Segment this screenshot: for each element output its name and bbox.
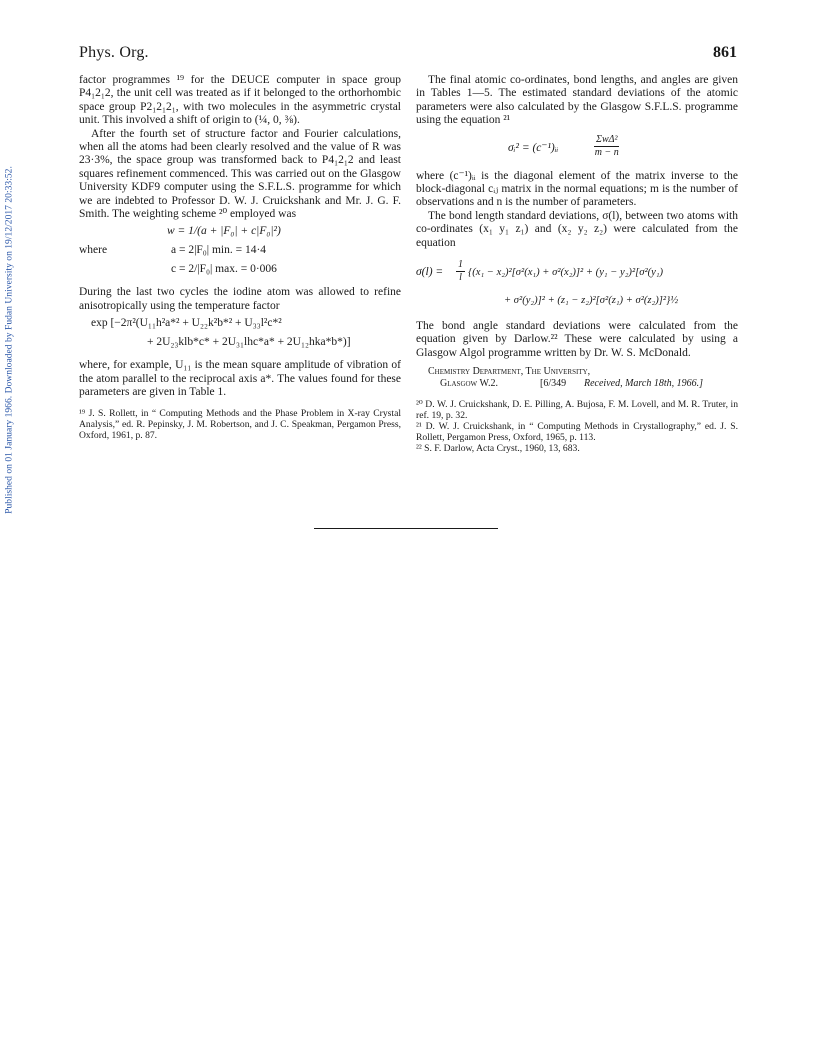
affiliation-line: Chemistry Department, The University, [428, 366, 591, 378]
fraction-denominator: m − n [594, 146, 619, 158]
received-date: Received, March 18th, 1966.] [584, 378, 704, 390]
bond-length-equation-line-1 [416, 256, 738, 290]
paragraph: where, for example, U₁₁ is the mean square amplitude of vibration of the atom parallel to the reciprocal axis a*. The values found for these parameters are given in Table 1. [79, 359, 401, 399]
equation-text: σ(l) = [416, 266, 444, 279]
equation-fraction [594, 134, 619, 159]
running-head: Phys. Org. [79, 44, 149, 61]
temperature-factor-equation-line-2 [79, 336, 401, 355]
equation-text: + 2U₂₃klb*c* + 2U₃₁lhc*a* + 2U₁₂hka*b*)] [147, 336, 351, 349]
affiliation-block [416, 366, 738, 391]
equation-text: σᵢ² = (c⁻¹)ᵢᵢ [508, 141, 559, 154]
paragraph: factor programmes ¹⁹ for the DEUCE computer in space group P4₁2₁2, the unit cell was treated as if it belonged to the orthorhombic space group P2₁2₁2₁, with two molecules in the asymmetric crystal unit. This involved a shift of origin to (¼, 0, ⅜). [79, 74, 401, 127]
left-column [79, 74, 401, 441]
footnote: ²² S. F. Darlow, Acta Cryst., 1960, 13, 683. [416, 443, 580, 455]
equation-text: w = 1/(a + |F₀| + c|F₀|²) [167, 225, 281, 238]
download-watermark [2, 40, 16, 640]
footnote: ²¹ D. W. J. Cruickshank, in “ Computing Methods in Crystallography,” ed. J. S. Rollett, Pergamon Press, Oxford, 1965, p. 113. [416, 421, 738, 444]
fraction-numerator: 1 [458, 259, 463, 271]
page-number: 861 [713, 44, 737, 61]
paragraph: After the fourth set of structure factor and Fourier calculations, when all the atoms had been clearly resolved and the value of R was 23·3%, the space group was transformed back to P4₁2₁2 and least squares refinement commenced. This was carried out on the Glasgow University KDF9 computer using the S.F.L.S. programme for which we are indebted to Professor D. W. J. Cruickshank and Mr. J. G. F. Smith. The weighting scheme ²⁰ employed was [79, 127, 401, 221]
paragraph: The bond angle standard deviations were calculated from the equation given by Darlow.²² These were calculated by using a Glasgow Algol programme written by Dr. W. S. McDonald. [416, 320, 738, 359]
bond-length-equation-line-2 [416, 290, 738, 320]
fraction-numerator: ΣwΔ² [596, 133, 618, 145]
footnotes [416, 399, 738, 454]
equation-text: exp [−2π²(U₁₁h²a*² + U₂₂k²b*² + U₃₃l²c*² [91, 317, 282, 330]
received-line [416, 378, 738, 391]
fraction-denominator: l [459, 272, 462, 284]
affiliation-city: Glasgow W.2. [440, 378, 499, 390]
temperature-factor-equation-line-1 [79, 317, 401, 336]
download-watermark-text: Published on 01 January 1966. Downloaded by Fudan University on 19/12/2017 20:33:52. [3, 166, 15, 514]
paragraph: where (c⁻¹)ᵢᵢ is the diagonal element of the matrix inverse to the block-diagonal cᵢⱼ matrix in the normal equations; m is the number of observations and n is the number of parameters. [416, 169, 738, 209]
equation-text: + σ²(y₂)]² + (z₁ − z₂)²[σ²(z₁) + σ²(z₂)]²}½ [504, 295, 679, 307]
footnote: ²⁰ D. W. J. Cruickshank, D. E. Pilling, A. Bujosa, F. M. Lovell, and M. R. Truter, in ref. 19, p. 32. [416, 399, 738, 422]
paragraph: During the last two cycles the iodine atom was allowed to refine anisotropically using the temperature factor [79, 286, 401, 312]
parameter-c-equation [79, 263, 401, 282]
end-of-article-rule [314, 528, 498, 529]
weighting-equation [79, 225, 401, 244]
sigma-equation [416, 132, 738, 166]
equation-text: {(x₁ − x₂)²[σ²(x₁) + σ²(x₂)]² + (y₁ − y₂)²[σ²(y₁) [468, 267, 664, 279]
equation-fraction [456, 259, 465, 284]
right-column [416, 74, 738, 454]
manuscript-reference: [6/349 [540, 378, 567, 390]
paragraph: The bond length standard deviations, σ(l), between two atoms with co-ordinates (x₁ y₁ z₁) and (x₂ y₂ z₂) were calculated from the equation [416, 209, 738, 249]
footnotes [79, 408, 401, 441]
equation-text: a = 2|F₀| min. = 14·4 [171, 244, 267, 257]
equation-text: c = 2/|F₀| max. = 0·006 [171, 263, 277, 276]
parameter-a-equation [79, 244, 401, 263]
footnote: ¹⁹ J. S. Rollett, in “ Computing Methods and the Phase Problem in X-ray Crystal Analysis,” ed. R. Pepinsky, J. M. Robertson, and J. C. Speakman, Pergamon Press, Oxford, 1961, p. 87. [79, 407, 401, 441]
paragraph: The final atomic co-ordinates, bond lengths, and angles are given in Tables 1—5. The estimated standard deviations of the atomic parameters were also calculated by the Glasgow S.F.L.S. programme using the equation ²¹ [416, 74, 738, 127]
where-label: where [79, 244, 108, 257]
